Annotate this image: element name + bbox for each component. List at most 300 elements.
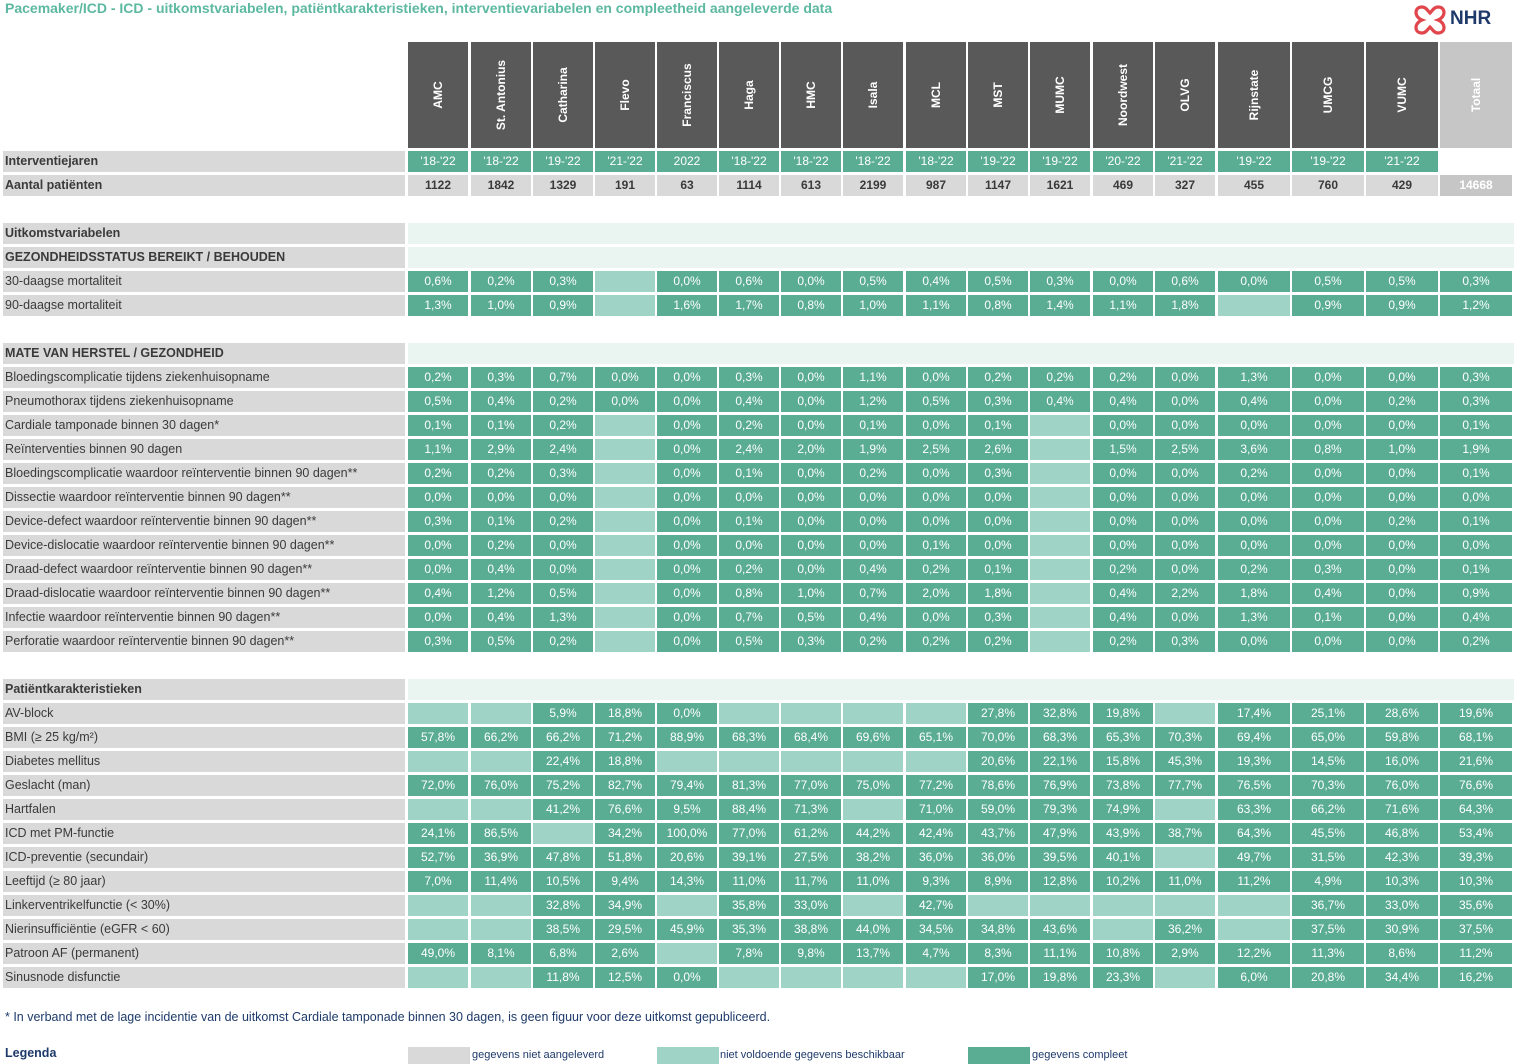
table-cell: 2,4%: [719, 439, 779, 460]
table-cell: [1030, 511, 1090, 532]
column-header: [1366, 42, 1438, 148]
table-cell: 0,2%: [1218, 559, 1290, 580]
table-cell: 0,0%: [595, 391, 655, 412]
table-cell: 0,0%: [1366, 415, 1438, 436]
table-cell: [1155, 847, 1215, 868]
table-cell: [1155, 967, 1215, 988]
table-cell: [1030, 487, 1090, 508]
table-cell: [719, 703, 779, 724]
table-cell: [408, 919, 468, 940]
table-cell: 0,2%: [1366, 511, 1438, 532]
column-header-label: Rijnstate: [1247, 69, 1261, 121]
table-cell: '18-'22: [719, 151, 779, 172]
table-cell: 65,1%: [906, 727, 966, 748]
table-cell: 21,6%: [1440, 751, 1512, 772]
row-label: AV-block: [5, 706, 54, 720]
table-cell: 74,9%: [1093, 799, 1153, 820]
table-cell: '19-'22: [1030, 151, 1090, 172]
table-cell: 0,3%: [968, 463, 1028, 484]
column-header-label: AMC: [431, 81, 445, 109]
table-cell: 0,3%: [533, 271, 593, 292]
table-cell: 0,0%: [657, 967, 717, 988]
table-cell: 0,3%: [968, 607, 1028, 628]
table-cell: 1,2%: [471, 583, 531, 604]
table-cell: 0,0%: [1366, 463, 1438, 484]
table-cell: [1218, 895, 1290, 916]
table-cell: 0,0%: [533, 487, 593, 508]
table-cell: 33,0%: [781, 895, 841, 916]
table-cell: 12,5%: [595, 967, 655, 988]
table-cell: 0,8%: [781, 295, 841, 316]
table-cell: 29,5%: [595, 919, 655, 940]
table-cell: 0,0%: [657, 391, 717, 412]
table-cell: [843, 967, 903, 988]
table-cell: [408, 703, 468, 724]
table-cell: 0,5%: [843, 271, 903, 292]
column-header-label: VUMC: [1395, 77, 1409, 113]
table-cell: 0,4%: [906, 271, 966, 292]
table-cell: 18,8%: [595, 703, 655, 724]
table-cell: 72,0%: [408, 775, 468, 796]
row-label: Hartfalen: [5, 802, 56, 816]
section-subtitle: MATE VAN HERSTEL / GEZONDHEID: [5, 346, 224, 360]
table-cell: 43,9%: [1093, 823, 1153, 844]
table-cell: 0,3%: [1440, 367, 1512, 388]
table-cell: 0,4%: [1030, 391, 1090, 412]
table-cell: 73,8%: [1093, 775, 1153, 796]
table-cell: 0,1%: [471, 415, 531, 436]
table-cell: [1155, 703, 1215, 724]
table-cell: 0,2%: [1440, 631, 1512, 652]
table-cell: 10,5%: [533, 871, 593, 892]
column-header-label: Totaal: [1469, 77, 1483, 113]
table-cell: [471, 967, 531, 988]
table-cell: 11,4%: [471, 871, 531, 892]
table-cell: 0,0%: [657, 631, 717, 652]
table-cell: 42,7%: [906, 895, 966, 916]
table-cell: [595, 559, 655, 580]
table-cell: [1030, 535, 1090, 556]
column-header: [1292, 42, 1364, 148]
table-cell: 0,0%: [1292, 391, 1364, 412]
table-cell: 0,4%: [843, 607, 903, 628]
table-cell: 76,5%: [1218, 775, 1290, 796]
table-cell: 41,2%: [533, 799, 593, 820]
table-cell: 0,0%: [1292, 463, 1364, 484]
table-cell: 0,0%: [657, 559, 717, 580]
table-cell: 0,0%: [1093, 415, 1153, 436]
table-cell: '18-'22: [408, 151, 468, 172]
table-cell: 9,5%: [657, 799, 717, 820]
table-cell: 0,6%: [1155, 271, 1215, 292]
table-cell: 0,4%: [471, 391, 531, 412]
table-cell: [595, 511, 655, 532]
table-cell: 987: [906, 175, 966, 196]
table-cell: 0,0%: [408, 535, 468, 556]
table-cell: 0,0%: [1366, 631, 1438, 652]
table-cell: 32,8%: [1030, 703, 1090, 724]
row-label: Bloedingscomplicatie waardoor reïnterventie binnen 90 dagen**: [5, 466, 358, 480]
table-cell: 4,9%: [1292, 871, 1364, 892]
table-cell: 100,0%: [657, 823, 717, 844]
table-cell: [843, 703, 903, 724]
table-cell: 0,0%: [657, 607, 717, 628]
table-cell: 33,0%: [1366, 895, 1438, 916]
table-cell: 0,2%: [719, 415, 779, 436]
table-cell: 0,0%: [1155, 535, 1215, 556]
table-cell: 13,7%: [843, 943, 903, 964]
table-cell: [843, 751, 903, 772]
table-cell: [1093, 919, 1153, 940]
table-cell: 0,3%: [408, 511, 468, 532]
table-cell: 0,5%: [1292, 271, 1364, 292]
row-label: Draad-defect waardoor reïnterventie binnen 90 dagen**: [5, 562, 313, 576]
table-cell: 0,9%: [1366, 295, 1438, 316]
table-cell: '18-'22: [906, 151, 966, 172]
table-cell: 39,5%: [1030, 847, 1090, 868]
table-cell: 77,7%: [1155, 775, 1215, 796]
table-cell: 75,0%: [843, 775, 903, 796]
table-cell: 8,3%: [968, 943, 1028, 964]
table-cell: 0,0%: [657, 703, 717, 724]
row-label: ICD-preventie (secundair): [5, 850, 149, 864]
column-header-label: HMC: [804, 81, 818, 109]
table-cell: 37,5%: [1292, 919, 1364, 940]
table-cell: 0,0%: [1440, 535, 1512, 556]
table-cell: 71,3%: [781, 799, 841, 820]
section-band: [408, 247, 1514, 268]
table-cell: 27,8%: [968, 703, 1028, 724]
table-cell: 10,3%: [1440, 871, 1512, 892]
table-cell: 81,3%: [719, 775, 779, 796]
table-cell: 32,8%: [533, 895, 593, 916]
table-cell: 0,1%: [1440, 511, 1512, 532]
table-cell: 0,2%: [1093, 367, 1153, 388]
table-cell: [657, 943, 717, 964]
table-cell: 0,0%: [906, 367, 966, 388]
row-label: Sinusnode disfunctie: [5, 970, 121, 984]
column-header-label: Flevo: [618, 79, 632, 111]
column-header: [1093, 42, 1153, 148]
column-header: [533, 42, 593, 148]
table-cell: [595, 631, 655, 652]
table-cell: 0,0%: [657, 511, 717, 532]
table-cell: 0,0%: [657, 367, 717, 388]
table-cell: 23,3%: [1093, 967, 1153, 988]
table-cell: 0,0%: [657, 271, 717, 292]
table-cell: [1030, 463, 1090, 484]
table-cell: 1,9%: [843, 439, 903, 460]
table-cell: 0,0%: [1093, 271, 1153, 292]
table-cell: [471, 703, 531, 724]
column-header-label: Noordwest: [1116, 63, 1130, 127]
table-cell: 0,0%: [1155, 367, 1215, 388]
table-cell: [781, 967, 841, 988]
row-label: Pneumothorax tijdens ziekenhuisopname: [5, 394, 234, 408]
table-cell: 0,0%: [533, 559, 593, 580]
table-cell: 1,8%: [1218, 583, 1290, 604]
column-header-label: UMCG: [1321, 76, 1335, 114]
table-cell: [906, 967, 966, 988]
table-cell: 0,0%: [657, 487, 717, 508]
column-header: [595, 42, 655, 148]
table-cell: '21-'22: [595, 151, 655, 172]
table-cell: 47,9%: [1030, 823, 1090, 844]
section-band: [408, 223, 1514, 244]
table-cell: 70,3%: [1292, 775, 1364, 796]
table-cell: 30,9%: [1366, 919, 1438, 940]
table-cell: 63: [657, 175, 717, 196]
table-cell: 14,3%: [657, 871, 717, 892]
legend-swatch-complete: [968, 1047, 1030, 1064]
table-cell: 0,0%: [1093, 511, 1153, 532]
table-cell: 0,0%: [1292, 535, 1364, 556]
table-cell: 1,1%: [843, 367, 903, 388]
row-label: Draad-dislocatie waardoor reïnterventie binnen 90 dagen**: [5, 586, 331, 600]
table-cell: 0,4%: [1440, 607, 1512, 628]
table-cell: 0,3%: [1155, 631, 1215, 652]
table-cell: 78,6%: [968, 775, 1028, 796]
table-cell: 11,0%: [843, 871, 903, 892]
table-cell: 1329: [533, 175, 593, 196]
table-cell: 57,8%: [408, 727, 468, 748]
table-cell: 69,6%: [843, 727, 903, 748]
table-cell: 0,2%: [533, 415, 593, 436]
table-cell: [1030, 583, 1090, 604]
table-cell: 0,2%: [408, 463, 468, 484]
table-cell: 0,0%: [781, 271, 841, 292]
table-cell: 1,1%: [408, 439, 468, 460]
table-cell: [1030, 439, 1090, 460]
row-label: Leeftijd (≥ 80 jaar): [5, 874, 106, 888]
row-label: Infectie waardoor reïnterventie binnen 90 dagen**: [5, 610, 281, 624]
table-cell: 1,8%: [968, 583, 1028, 604]
table-cell: 0,9%: [533, 295, 593, 316]
row-label: BMI (≥ 25 kg/m²): [5, 730, 98, 744]
table-cell: 2,5%: [1155, 439, 1215, 460]
table-cell: [1030, 559, 1090, 580]
table-cell: 19,6%: [1440, 703, 1512, 724]
table-cell: 11,1%: [1030, 943, 1090, 964]
table-cell: 0,0%: [471, 487, 531, 508]
table-cell: '18-'22: [843, 151, 903, 172]
table-cell: 2,6%: [595, 943, 655, 964]
column-header: [1218, 42, 1290, 148]
table-cell: [1030, 895, 1090, 916]
table-cell: 0,7%: [843, 583, 903, 604]
table-cell: [595, 439, 655, 460]
table-cell: 2,0%: [781, 439, 841, 460]
table-cell: '21-'22: [1366, 151, 1438, 172]
table-cell: 17,0%: [968, 967, 1028, 988]
table-cell: [968, 895, 1028, 916]
table-cell: 0,0%: [843, 487, 903, 508]
table-cell: 0,2%: [533, 631, 593, 652]
table-cell: 42,4%: [906, 823, 966, 844]
table-cell: 0,4%: [1093, 583, 1153, 604]
table-cell: 16,0%: [1366, 751, 1438, 772]
table-cell: 1,2%: [843, 391, 903, 412]
table-cell: 19,8%: [1030, 967, 1090, 988]
row-label: Bloedingscomplicatie tijdens ziekenhuisopname: [5, 370, 270, 384]
row-label: Perforatie waardoor reïnterventie binnen 90 dagen**: [5, 634, 295, 648]
footnote: * In verband met de lage incidentie van de uitkomst Cardiale tamponade binnen 30 dagen, is geen figuur voor deze uitkomst gepubliceerd.: [5, 1010, 771, 1024]
table-cell: 2,4%: [533, 439, 593, 460]
table-cell: 0,8%: [1292, 439, 1364, 460]
table-cell: 0,1%: [1292, 607, 1364, 628]
section-subtitle: GEZONDHEIDSSTATUS BEREIKT / BEHOUDEN: [5, 250, 286, 264]
table-cell: 31,5%: [1292, 847, 1364, 868]
table-cell: 0,2%: [1366, 391, 1438, 412]
table-cell: 0,0%: [719, 535, 779, 556]
table-cell: 0,0%: [1218, 415, 1290, 436]
table-cell: 59,8%: [1366, 727, 1438, 748]
table-cell: 45,9%: [657, 919, 717, 940]
table-cell: 34,8%: [968, 919, 1028, 940]
table-cell: 0,0%: [1155, 511, 1215, 532]
table-cell: 9,3%: [906, 871, 966, 892]
table-cell: 25,1%: [1292, 703, 1364, 724]
table-cell: 39,3%: [1440, 847, 1512, 868]
table-cell: 0,0%: [1218, 535, 1290, 556]
table-cell: 65,3%: [1093, 727, 1153, 748]
table-cell: [595, 607, 655, 628]
table-cell: 43,7%: [968, 823, 1028, 844]
table-cell: 1114: [719, 175, 779, 196]
table-cell: 0,4%: [719, 391, 779, 412]
table-cell: 1842: [471, 175, 531, 196]
table-cell: 9,4%: [595, 871, 655, 892]
table-cell: 2,5%: [906, 439, 966, 460]
table-cell: 38,7%: [1155, 823, 1215, 844]
table-cell: [1218, 295, 1290, 316]
table-cell: 0,2%: [1218, 463, 1290, 484]
table-cell: 37,5%: [1440, 919, 1512, 940]
table-cell: 0,0%: [1292, 415, 1364, 436]
table-cell: 0,0%: [906, 511, 966, 532]
table-cell: [906, 751, 966, 772]
table-cell: 27,5%: [781, 847, 841, 868]
table-cell: 63,3%: [1218, 799, 1290, 820]
row-label: 30-daagse mortaliteit: [5, 274, 122, 288]
table-cell: 5,9%: [533, 703, 593, 724]
table-cell: 47,8%: [533, 847, 593, 868]
table-cell: 70,0%: [968, 727, 1028, 748]
row-label: ICD met PM-functie: [5, 826, 115, 840]
column-header: [906, 42, 966, 148]
table-cell: 7,0%: [408, 871, 468, 892]
table-cell: '20-'22: [1093, 151, 1153, 172]
table-cell: 10,3%: [1366, 871, 1438, 892]
table-cell: 0,0%: [968, 511, 1028, 532]
table-cell: 79,4%: [657, 775, 717, 796]
table-cell: 1,3%: [408, 295, 468, 316]
table-cell: 66,2%: [1292, 799, 1364, 820]
table-cell: [595, 583, 655, 604]
table-cell: 0,1%: [471, 511, 531, 532]
table-cell: 0,0%: [843, 535, 903, 556]
table-cell: 0,2%: [906, 631, 966, 652]
table-cell: 0,6%: [408, 271, 468, 292]
table-cell: [595, 463, 655, 484]
row-label: Device-defect waardoor reïnterventie binnen 90 dagen**: [5, 514, 317, 528]
table-cell: 68,3%: [1030, 727, 1090, 748]
table-cell: 1,0%: [471, 295, 531, 316]
table-cell: 0,0%: [781, 391, 841, 412]
column-header-label: Catharina: [556, 67, 570, 123]
table-cell: 14,5%: [1292, 751, 1364, 772]
table-cell: 0,1%: [968, 559, 1028, 580]
table-cell: [408, 799, 468, 820]
table-cell: 75,2%: [533, 775, 593, 796]
table-cell: 49,0%: [408, 943, 468, 964]
table-cell: 34,5%: [906, 919, 966, 940]
table-cell: 0,0%: [906, 463, 966, 484]
column-header: [781, 42, 841, 148]
table-cell: 36,0%: [968, 847, 1028, 868]
table-cell: 9,8%: [781, 943, 841, 964]
table-cell: 86,5%: [471, 823, 531, 844]
table-cell: 0,0%: [719, 487, 779, 508]
table-cell: [1030, 607, 1090, 628]
table-cell: 2199: [843, 175, 903, 196]
table-cell: 11,2%: [1440, 943, 1512, 964]
table-cell: 88,9%: [657, 727, 717, 748]
table-cell: 8,6%: [1366, 943, 1438, 964]
table-cell: 0,3%: [408, 631, 468, 652]
table-cell: [471, 799, 531, 820]
table-cell: '21-'22: [1155, 151, 1215, 172]
table-cell: 0,2%: [533, 511, 593, 532]
column-header-label: Franciscus: [680, 63, 694, 127]
table-cell: 0,0%: [1155, 415, 1215, 436]
column-header: [657, 42, 717, 148]
table-cell: 0,0%: [408, 559, 468, 580]
table-cell: 2,9%: [1155, 943, 1215, 964]
table-cell: 64,3%: [1218, 823, 1290, 844]
table-cell: 8,9%: [968, 871, 1028, 892]
table-cell: 8,1%: [471, 943, 531, 964]
column-header: [408, 42, 468, 148]
table-cell: 2,6%: [968, 439, 1028, 460]
table-cell: 24,1%: [408, 823, 468, 844]
table-cell: 34,2%: [595, 823, 655, 844]
table-cell: 0,4%: [471, 607, 531, 628]
table-cell: 0,5%: [719, 631, 779, 652]
table-cell: 0,0%: [781, 559, 841, 580]
table-cell: 0,2%: [906, 559, 966, 580]
table-cell: 53,4%: [1440, 823, 1512, 844]
table-cell: '19-'22: [1292, 151, 1364, 172]
table-cell: 0,2%: [843, 463, 903, 484]
table-cell: 0,0%: [906, 415, 966, 436]
table-cell: 68,3%: [719, 727, 779, 748]
table-cell: 0,2%: [533, 391, 593, 412]
table-cell: 0,8%: [968, 295, 1028, 316]
table-cell: 38,2%: [843, 847, 903, 868]
table-cell: 0,0%: [1218, 487, 1290, 508]
table-cell: 0,0%: [657, 583, 717, 604]
table-cell: '19-'22: [1218, 151, 1290, 172]
table-cell: 455: [1218, 175, 1290, 196]
table-cell: 19,3%: [1218, 751, 1290, 772]
table-cell: 0,4%: [1093, 391, 1153, 412]
table-cell: 0,3%: [1440, 391, 1512, 412]
table-cell: 0,5%: [1366, 271, 1438, 292]
column-header-label: MUMC: [1053, 76, 1067, 114]
table-cell: 61,2%: [781, 823, 841, 844]
table-cell: 76,0%: [471, 775, 531, 796]
